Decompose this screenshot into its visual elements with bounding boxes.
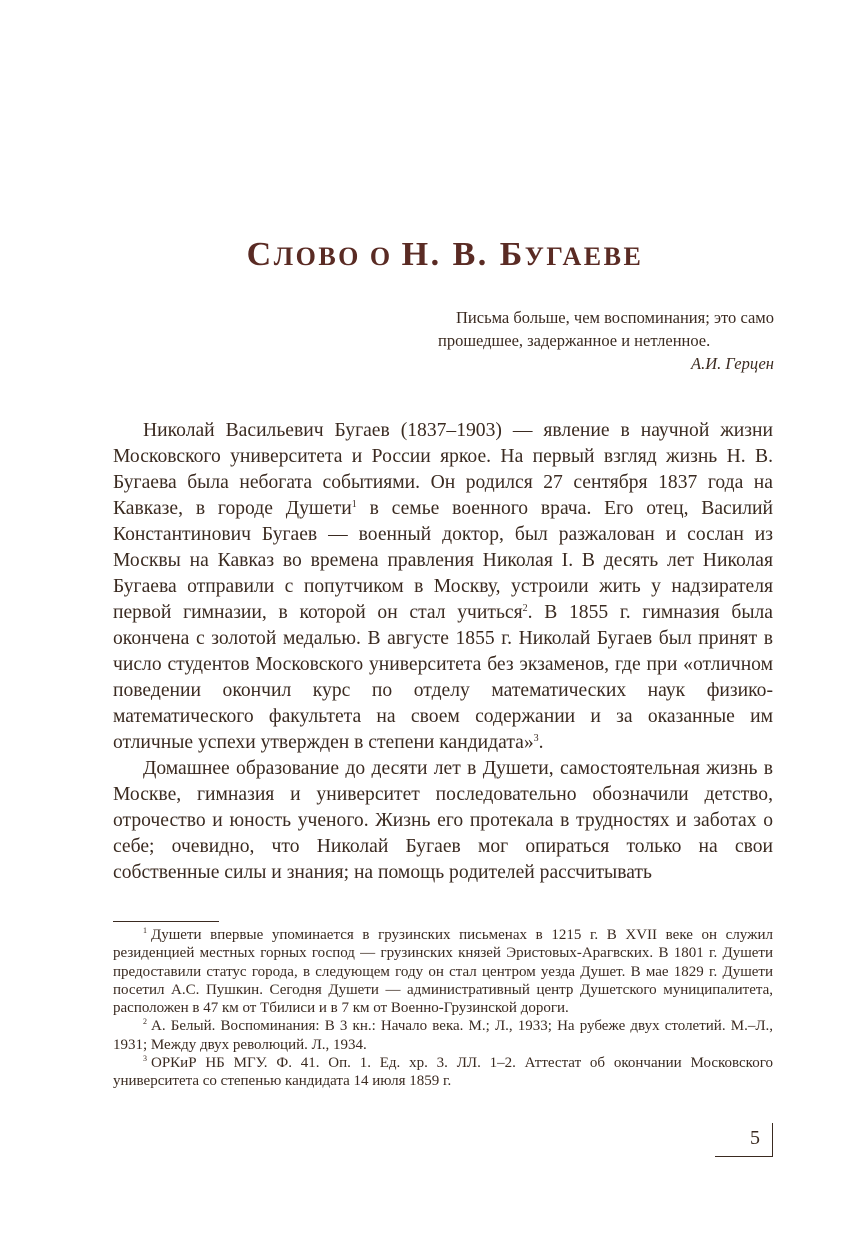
paragraph-text: Домашнее образование до десяти лет в Душети, самостоятельная жизнь в Москве, гимназия и университет последовательно обозначили детство, отрочество и юность ученого. Жизнь его протекала в трудностях и заботах о себе; очевидно, что Николай Бугаев мог опираться только на свои собственные силы и знания; на помощь родителей рассчитывать (113, 758, 773, 883)
footnote-text: Душети впервые упоминается в грузинских письменах в 1215 г. В XVII веке он служил резиденцией местных горных господ — грузинских князей Эристовых-Арагвских. В 1801 г. Душети предоставили статус города, в следующем году он стал центром уезда Душет. В мае 1829 г. Душети посетил А.С. Пушкин. Сегодня Душети — административный центр Душетского муниципалитета, расположен в 47 км от Тбилиси и в 7 км от Военно-Грузинской дороги. (113, 927, 773, 1017)
footnotes (113, 926, 773, 1091)
footnote-divider (113, 921, 219, 922)
footnote (113, 1054, 773, 1091)
page-number: 5 (715, 1123, 773, 1157)
body-text (113, 418, 773, 886)
body-paragraph (113, 418, 773, 756)
epigraph-author: А.И. Герцен (690, 354, 774, 373)
footnote-text: ОРКиР НБ МГУ. Ф. 41. Оп. 1. Ед. хр. 3. ЛЛ. 1–2. Аттестат об окончании Московского университета со степенью кандидата 14 июля 1859 г. (113, 1055, 773, 1090)
footnote-ref[interactable]: 1 (351, 499, 357, 510)
footnote-text: А. Белый. Воспоминания: В 3 кн.: Начало века. М.; Л., 1933; На рубеже двух столетий. М.–Л., 1931; Между двух революций. Л., 1934. (113, 1018, 773, 1053)
page-title: СЛОВО О Н. В. БУГАЕВЕ (246, 236, 644, 273)
paragraph-text: Николай Васильевич Бугаев (1837–1903) — явление в научной жизни Московского университета и России яркое. На первый взгляд жизнь Н. В. Бугаева была небогата событиями. Он родился 27 сентября 1837 года на Кавказе, в городе Душети (113, 420, 773, 519)
paragraph-text: в семье военного врача. Его отец, Василий Константинович Бугаев — военный доктор, был разжалован и сослан из Москвы на Кавказ во времена правления Николая I. В десять лет Николая Бугаева отправили с попутчиком в Москву, устроили жить у надзирателя первой гимназии, в которой он стал учиться (113, 498, 773, 623)
footnote-number: 3 (143, 1054, 147, 1064)
epigraph-text: Письма больше, чем воспоминания; это само прошедшее, задержанное и нетленное. (438, 308, 774, 350)
footnote-number: 2 (143, 1017, 147, 1027)
footnote (113, 1017, 773, 1054)
footnote-number: 1 (143, 926, 147, 935)
body-paragraph (113, 756, 773, 886)
footnote (113, 926, 773, 1017)
footnote-ref[interactable]: 2 (522, 603, 528, 614)
paragraph-text: . (538, 732, 544, 753)
paragraph-text: . В 1855 г. гимназия была окончена с золотой медалью. В августе 1855 г. Николай Бугаев был принят в число студентов Московского университета без экзаменов, где при «отличном поведении окончил курс по отделу математических наук физико-математического факультета на своем содержании и за оказанные им отличные успехи утвержден в степени кандидата» (113, 602, 773, 753)
footnote-ref[interactable]: 3 (533, 733, 539, 744)
epigraph (438, 306, 774, 375)
